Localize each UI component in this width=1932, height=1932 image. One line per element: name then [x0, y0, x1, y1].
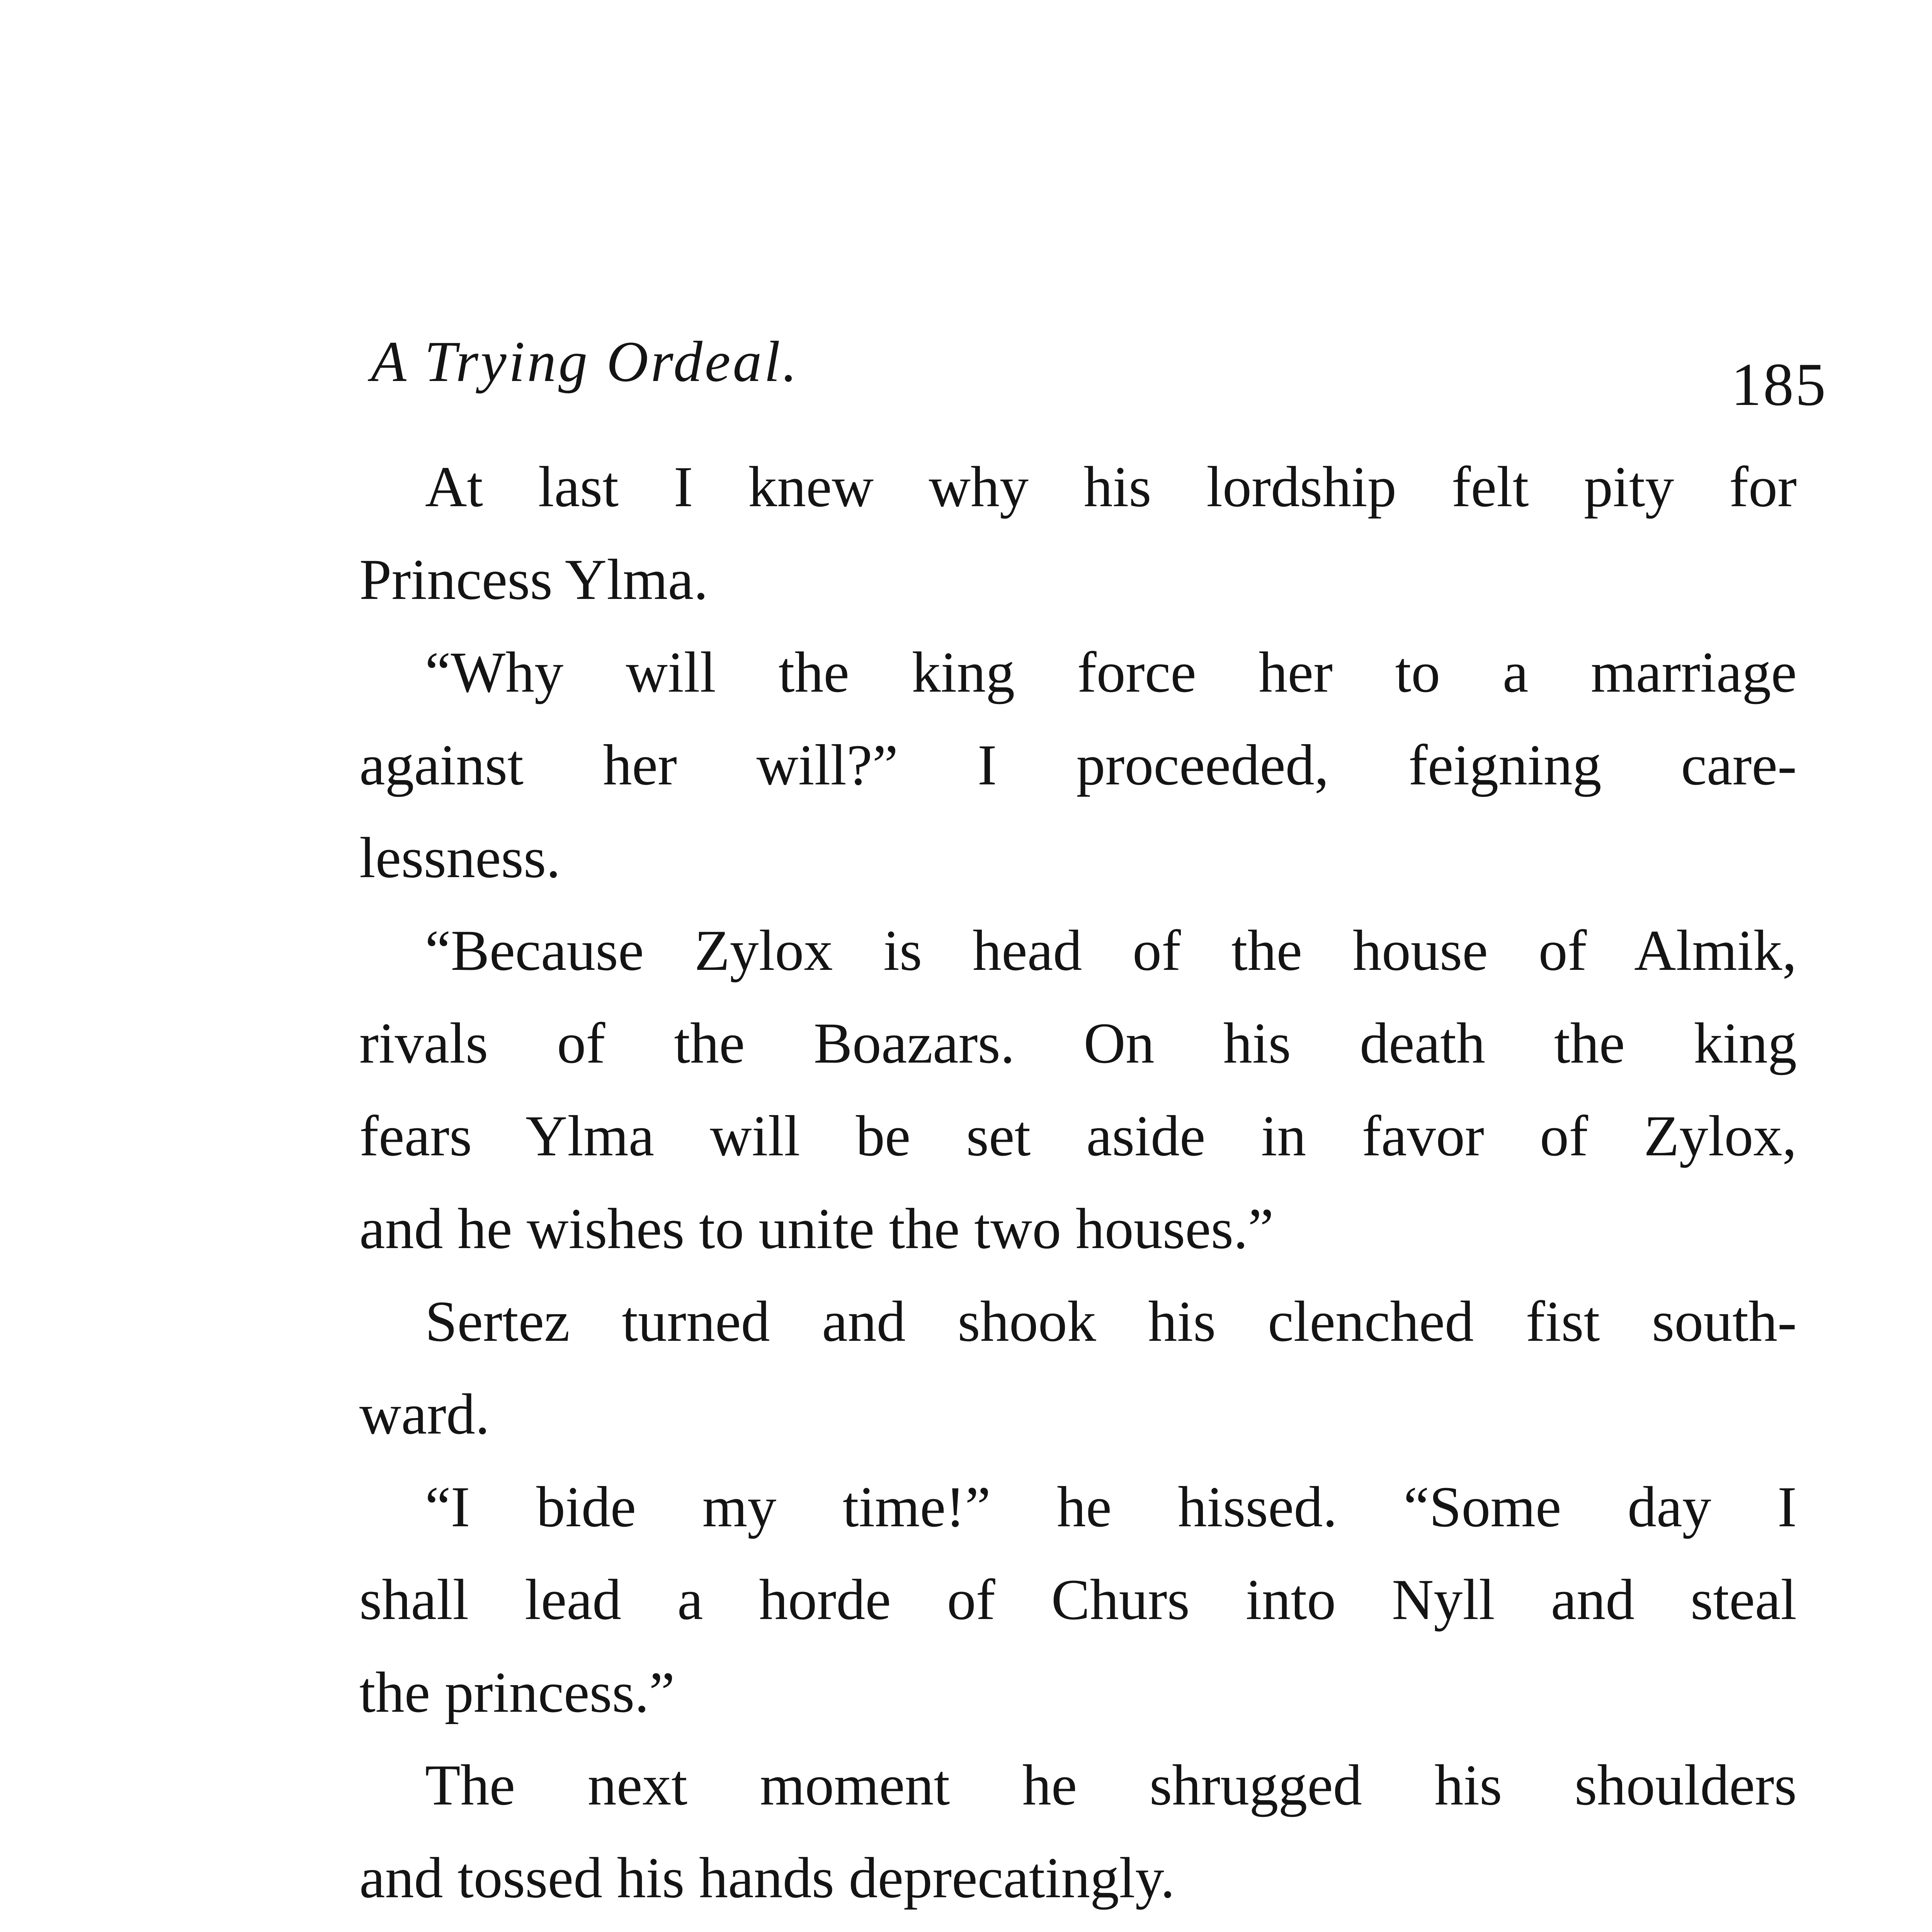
text-line: “I bide my time!” he hissed. “Some day I — [425, 1475, 1797, 1539]
text-line: lessness. — [359, 826, 561, 890]
text-line: and he wishes to unite the two houses.” — [359, 1197, 1274, 1261]
text-line: fears Ylma will be set aside in favor of Zylox, — [359, 1104, 1797, 1168]
running-title: A Trying Ordeal. — [371, 330, 799, 394]
text-line: ward. — [359, 1382, 490, 1446]
page-number: 185 — [1731, 351, 1827, 418]
text-line: Princess Ylma. — [359, 548, 708, 612]
text-line: against her will?” I proceeded, feigning care- — [359, 733, 1797, 797]
text-line: The next moment he shrugged his shoulders — [425, 1753, 1797, 1817]
text-line: Sertez turned and shook his clenched fist south- — [425, 1289, 1797, 1354]
text-line: shall lead a horde of Churs into Nyll and steal — [359, 1568, 1797, 1632]
text-line: “Because Zylox is head of the house of Almik, — [425, 918, 1797, 983]
text-line: and tossed his hands deprecatingly. — [359, 1846, 1175, 1910]
text-line: At last I knew why his lordship felt pity for — [425, 455, 1797, 519]
text-line: the princess.” — [359, 1660, 675, 1725]
text-line: rivals of the Boazars. On his death the king — [359, 1011, 1797, 1075]
text-line: “Why will the king force her to a marriage — [425, 640, 1797, 704]
